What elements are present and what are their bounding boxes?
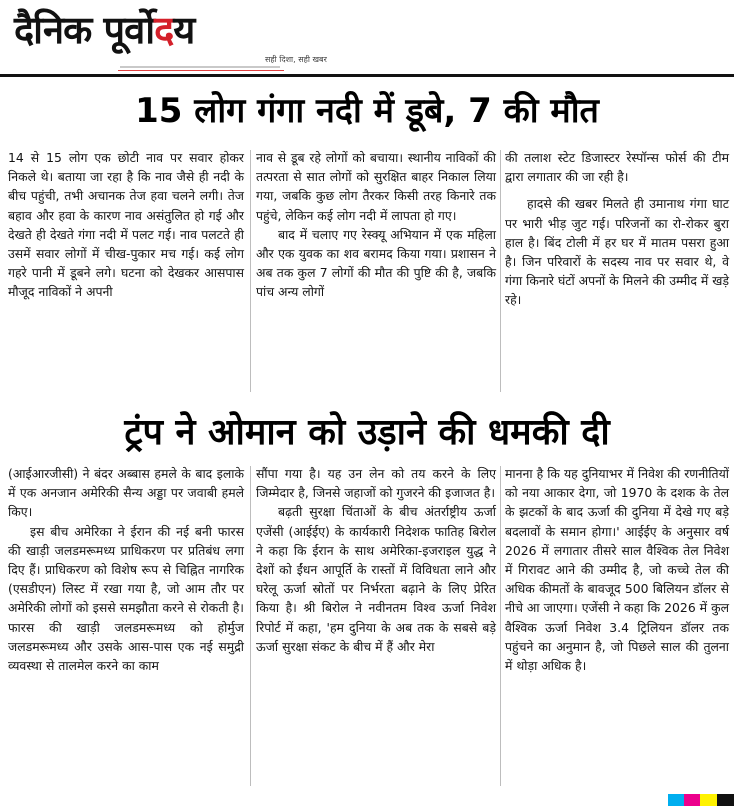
story2-column-2 (256, 464, 496, 656)
masthead (0, 0, 734, 80)
story2-column-1 (8, 464, 244, 675)
color-swatch-yellow (700, 794, 717, 806)
story2-col1-para-2: इस बीच अमेरिका ने ईरान की नई बनी फारस की खाड़ी जलडमरूमध्य प्राधिकरण पर प्रतिबंध लगा दिए हैं। प्राधिकरण को विशेष रूप से चिह्नित नागरिक (एसडीएन) लिस्ट में रखा गया है, जो आम तौर पर अमेरिकी लोगों को इससे समझौता करने से रोकती है। फारस की खाड़ी जलडमरूमध्य को होर्मुज जलडमरूमध्य और उसके आस-पास एक नई समुद्री व्यवस्था से तालमेल करने का काम (8, 523, 244, 674)
story2-column-3 (505, 464, 729, 675)
masthead-rule-grey (120, 66, 280, 68)
story1-col3-para-1: की तलाश स्टेट डिजास्टर रेस्पॉन्स फोर्स की टीम द्वारा लगातार की जा रही है। (505, 150, 729, 185)
color-swatch-cyan (668, 794, 684, 806)
story2-col2-para-2: बढ़ती सुरक्षा चिंताओं के बीच अंतर्राष्ट्रीय ऊर्जा एजेंसी (आईईए) के कार्यकारी निदेशक फातिह बिरोल ने कहा कि ईरान के साथ अमेरिका-इजराइल युद्ध ने देशों को ईंधन आपूर्ति के रास्तों में विविधता लाने और घरेलू ऊर्जा स्रोतों पर निर्भरता बढ़ाने के लिए प्रेरित किया है। श्री बिरोल ने नवीनतम विश्व ऊर्जा निवेश रिपोर्ट में कहा, 'हम दुनिया के अब तक के सबसे बड़े ऊर्जा सुरक्षा संकट के बीच में हैं और मेरा (256, 504, 496, 654)
color-swatch-magenta (684, 794, 700, 806)
column-divider (500, 150, 501, 392)
story1-column-2 (256, 148, 496, 302)
tagline: सही दिशा, सही खबर (265, 55, 327, 64)
column-divider (250, 150, 251, 392)
newspaper-logo (14, 4, 194, 56)
story1-col3-para-2: हादसे की खबर मिलते ही उमानाथ गंगा घाट पर भारी भीड़ जुट गई। परिजनों का रो-रोकर बुरा हाल है। बिंद टोली में हर घर में मातम पसरा हुआ है। जिन परिवारों के सदस्य नाव पर सवार थे, वे गंगा किनारे घंटों अपनों के मिलने की उम्मीद में खड़े रहे। (505, 196, 729, 308)
masthead-rule-red (118, 70, 284, 71)
story2-col2-para-1: सौंपा गया है। यह उन लेन को तय करने के लिए जिम्मेदार है, जिनसे जहाजों को गुजरने की इजाजत है। (256, 466, 496, 501)
column-divider (250, 466, 251, 786)
story1-col1-para-1: 14 से 15 लोग एक छोटी नाव पर सवार होकर निकले थे। बताया जा रहा है कि नाव जैसे ही नदी के बीच पहुंची, तभी अचानक तेज हवा चलने लगी। तेज बहाव और हवा के कारण नाव असंतुलित हो गई और देखते ही देखते गंगा नदी में पलट गई। नाव पलटते ही उसमें सवार लोगों में चीख-पुकार मच गई। कई लोग गहरे पानी में डूबने लगे। घटना को देखकर आसपास मौजूद नाविकों ने अपनी (8, 150, 244, 300)
column-divider (500, 466, 501, 786)
logo-text-3: य (173, 8, 195, 52)
story2-headline: ट्रंप ने ओमान को उड़ाने की धमकी दी (124, 412, 610, 453)
story1-headline: 15 लोग गंगा नदी में डूबे, 7 की मौत (135, 91, 599, 131)
story1-col2-para-1: नाव से डूब रहे लोगों को बचाया। स्थानीय नाविकों की तत्परता से सात लोगों को सुरक्षित बाहर निकाल लिया गया, जबकि कुछ लोग तैरकर किसी तरह किनारे तक पहुंचे, लेकिन कई लोग नदी में लापता हो गए। (256, 150, 496, 223)
story1-column-1 (8, 148, 244, 302)
story2-col1-para-1: (आईआरजीसी) ने बंदर अब्बास हमले के बाद इलाके में एक अनजान अमेरिकी सैन्य अड्डा पर जवाबी हमले किए। (8, 466, 244, 520)
logo-text-1: दैनिक पूर्वो (14, 8, 155, 52)
story1-col2-para-2: बाद में चलाए गए रेस्क्यू अभियान में एक महिला और एक युवक का शव बरामद किया गया। प्रशासन ने अब तक कुल 7 लोगों की मौत की पुष्टि की है, जबकि पांच अन्य लोगों (256, 226, 496, 300)
story2-col3-para-1: मानना है कि यह दुनियाभर में निवेश की रणनीतियों को नया आकार देगा, जो 1970 के दशक के तेल के झटकों के बाद ऊर्जा की दुनिया में देखे गए बड़े बदलावों के समान होगा।' आईईए के अनुसार वर्ष 2026 में लगातार तीसरे साल वैश्विक तेल निवेश में गिरावट आने की उम्मीद है, जो कच्चे तेल की अधिक कीमतों के बावजूद 500 बिलियन डॉलर से नीचे आ जाएगा। एजेंसी ने कहा कि 2026 में कुल वैश्विक ऊर्जा निवेश 3.4 ट्रिलियन डॉलर तक पहुंचने का अनुमान है, जो पिछले साल की तुलना में थोड़ा अधिक है। (505, 466, 729, 674)
color-swatch-black (717, 794, 734, 806)
logo-text-accent: द (154, 8, 174, 52)
story1-column-3 (505, 148, 729, 310)
masthead-divider (0, 74, 734, 77)
